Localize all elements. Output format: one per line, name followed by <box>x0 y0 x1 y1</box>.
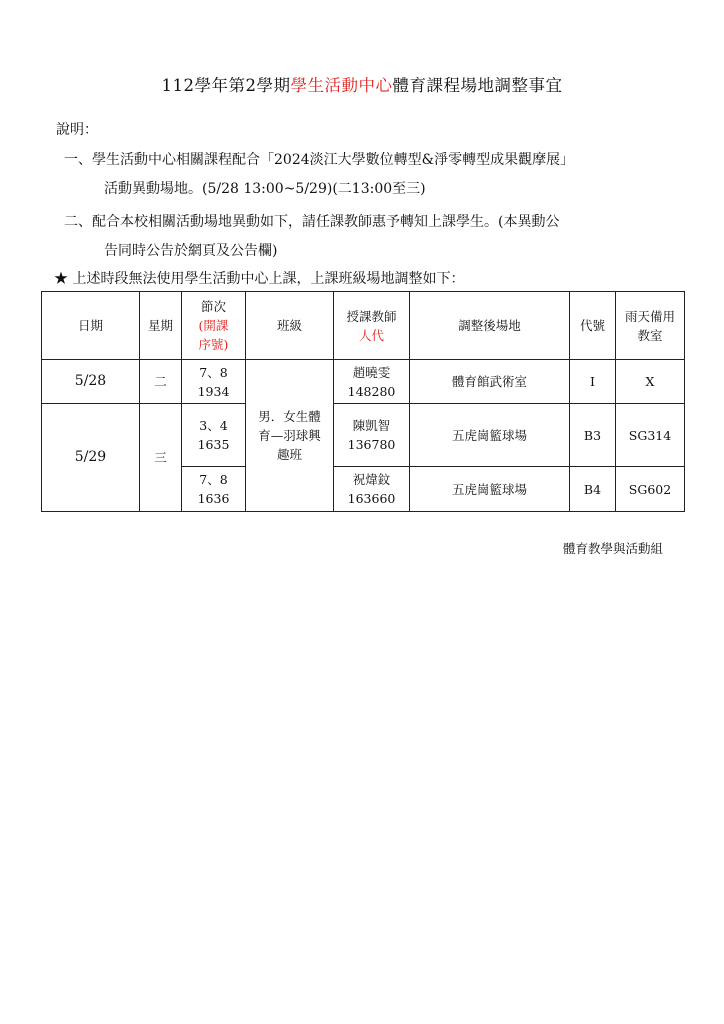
date-cell: 5/29 <box>42 404 140 512</box>
header-row <box>42 292 685 360</box>
header-date: 日期 <box>42 292 140 360</box>
footer-signature: 體育教學與活動組 <box>563 541 664 556</box>
period-cell <box>182 404 246 467</box>
weekday-cell: 二 <box>140 360 182 404</box>
header-period-line-2: (開課 <box>198 318 229 333</box>
serial-value: 1636 <box>197 491 230 506</box>
class-line-2: 育—羽球興 <box>258 428 321 443</box>
teacher-cell <box>334 360 410 404</box>
code-cell: B4 <box>570 467 616 512</box>
rain-cell: SG602 <box>616 467 685 512</box>
period-cell <box>182 467 246 512</box>
table-row <box>42 404 685 467</box>
class-line-1: 男．女生體 <box>258 409 321 424</box>
header-period-line-1: 節次 <box>200 299 226 314</box>
title-prefix: 112學年第2學期 <box>161 76 291 95</box>
teacher-name: 陳凱智 <box>352 418 391 433</box>
venue-cell: 五虎崗籃球場 <box>410 467 570 512</box>
teacher-id: 163660 <box>347 491 396 506</box>
date-cell: 5/28 <box>42 360 140 404</box>
teacher-cell <box>334 404 410 467</box>
code-cell: B3 <box>570 404 616 467</box>
header-weekday: 星期 <box>140 292 182 360</box>
teacher-name: 祝煒鈫 <box>352 472 391 487</box>
header-venue: 調整後場地 <box>410 292 570 360</box>
notice: ★ 上述時段無法使用學生活動中心上課，上課班級場地調整如下： <box>54 271 465 287</box>
period-value: 7、8 <box>199 364 228 380</box>
title-highlight: 學生活動中心 <box>290 76 393 95</box>
teacher-name: 趙曉雯 <box>352 364 391 380</box>
header-teacher-line-1: 授課教師 <box>346 308 397 324</box>
serial-value: 1635 <box>197 437 230 452</box>
header-code: 代號 <box>570 292 616 360</box>
venue-cell: 五虎崗籃球場 <box>410 404 570 467</box>
header-class: 班級 <box>246 292 334 360</box>
explanation-label: 說明： <box>56 122 98 138</box>
header-period <box>182 292 246 360</box>
class-line-3: 趣班 <box>276 447 302 462</box>
weekday-cell: 三 <box>140 404 182 512</box>
item-1-line-1: 一、學生活動中心相關課程配合「2024淡江大學數位轉型&淨零轉型成果觀摩展」 <box>64 152 575 168</box>
header-teacher-line-2: 人代 <box>358 327 384 343</box>
period-cell <box>182 360 246 404</box>
class-cell <box>246 360 334 512</box>
teacher-id: 148280 <box>347 383 396 399</box>
serial-value: 1934 <box>197 383 230 399</box>
header-rain-line-2: 教室 <box>637 327 663 343</box>
page-title <box>0 72 724 96</box>
item-1-line-2: 活動異動場地。(5/28 13:00~5/29)(二13:00至三) <box>104 181 426 197</box>
period-value: 7、8 <box>199 472 228 487</box>
item-2-line-2: 告同時公告於網頁及公告欄) <box>104 243 278 259</box>
header-period-line-3: 序號) <box>198 337 229 352</box>
code-cell: I <box>570 360 616 404</box>
rain-cell: X <box>616 360 685 404</box>
period-value: 3、4 <box>199 418 228 433</box>
header-teacher <box>334 292 410 360</box>
venue-cell: 體育館武術室 <box>410 360 570 404</box>
item-2-line-1: 二、配合本校相關活動場地異動如下，請任課教師惠予轉知上課學生。(本異動公 <box>64 214 560 230</box>
teacher-id: 136780 <box>347 437 396 452</box>
title-suffix: 體育課程場地調整事宜 <box>392 76 563 95</box>
table-row <box>42 360 685 404</box>
header-rain-line-1: 雨天備用 <box>624 308 675 324</box>
schedule-table <box>41 291 685 512</box>
rain-cell: SG314 <box>616 404 685 467</box>
teacher-cell <box>334 467 410 512</box>
header-rain <box>616 292 685 360</box>
